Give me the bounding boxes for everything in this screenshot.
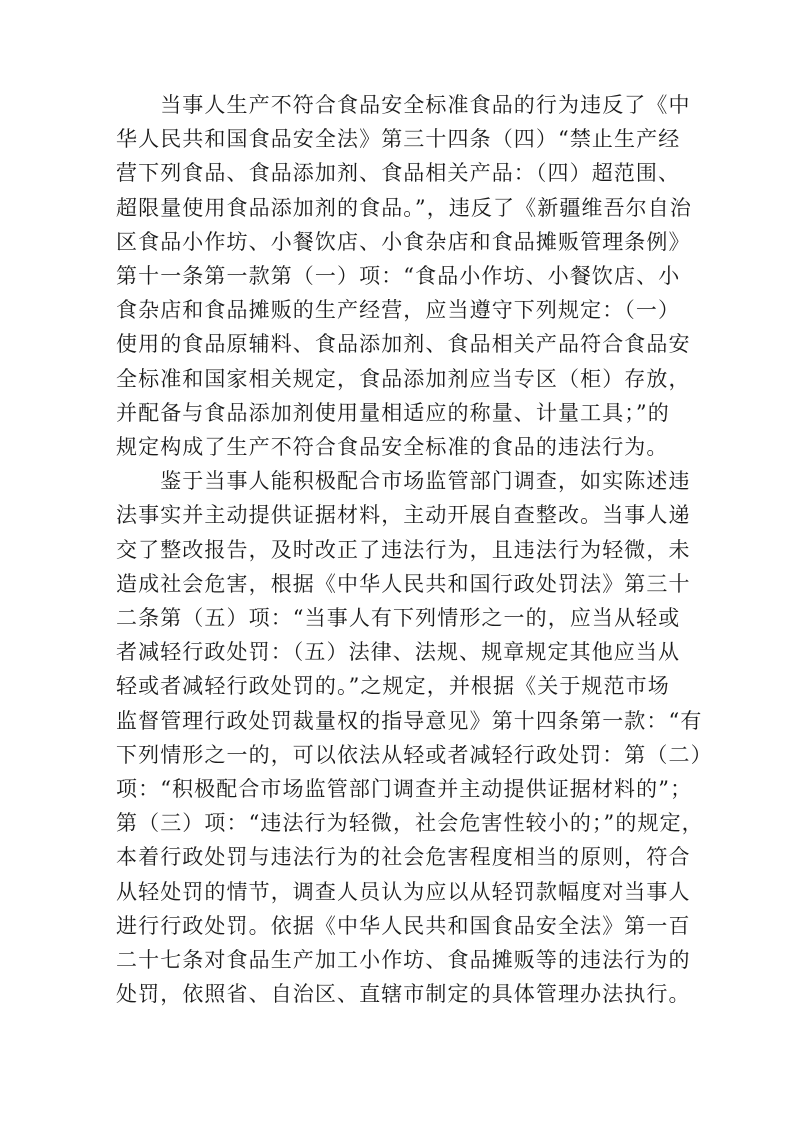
text-line: 法事实并主动提供证据材料，主动开展自查整改。当事人递 [116, 503, 691, 528]
text-line: 项：“积极配合市场监管部门调查并主动提供证据材料的”； [116, 777, 693, 802]
text-line: 第（三）项：“违法行为轻微，社会危害性较小的；”的规定， [116, 811, 704, 836]
text-line: 全标准和国家相关规定，食品添加剂应当专区（柜）存放， [116, 366, 691, 391]
text-line: 造成社会危害，根据《中华人民共和国行政处罚法》第三十 [116, 571, 691, 596]
text-line: 并配备与食品添加剂使用量相适应的称量、计量工具；”的 [116, 400, 670, 425]
text-line: 华人民共和国食品安全法》第三十四条（四）“禁止生产经 [116, 127, 681, 152]
text-line: 处罚，依照省、自治区、直辖市制定的具体管理办法执行。 [116, 982, 691, 1007]
document-body [116, 88, 713, 1011]
text-line: 进行行政处罚。依据《中华人民共和国食品安全法》第一百 [116, 913, 691, 938]
text-line: 规定构成了生产不符合食品安全标准的食品的违法行为。 [116, 435, 669, 460]
text-line: 交了整改报告，及时改正了违法行为，且违法行为轻微，未 [116, 537, 691, 562]
text-line: 营下列食品、食品添加剂、食品相关产品：（四）超范围、 [116, 161, 681, 186]
text-line: 下列情形之一的，可以依法从轻或者减轻行政处罚：第（二） [116, 742, 713, 767]
text-line: 者减轻行政处罚：（五）法律、法规、规章规定其他应当从 [116, 640, 681, 665]
text-line: 二十七条对食品生产加工小作坊、食品摊贩等的违法行为的 [116, 948, 691, 973]
text-line: 监督管理行政处罚裁量权的指导意见》第十四条第一款：“有 [116, 708, 703, 733]
paragraph-violation [116, 88, 692, 464]
text-line: 轻或者减轻行政处罚的。”之规定，并根据《关于规范市场 [116, 674, 670, 699]
text-line: 从轻处罚的情节，调查人员认为应以从轻罚款幅度对当事人 [116, 879, 691, 904]
text-line: 鉴于当事人能积极配合市场监管部门调查，如实陈述违 [116, 469, 691, 494]
text-line: 第十一条第一款第（一）项：“食品小作坊、小餐饮店、小 [116, 264, 681, 289]
text-line: 本着行政处罚与违法行为的社会危害程度相当的原则，符合 [116, 845, 691, 870]
text-line: 超限量使用食品添加剂的食品。”，违反了《新疆维吾尔自治 [116, 195, 692, 220]
paragraph-mitigation [116, 464, 713, 1011]
text-line: 区食品小作坊、小餐饮店、小食杂店和食品摊贩管理条例》 [116, 229, 691, 254]
text-line: 二条第（五）项：“当事人有下列情形之一的，应当从轻或 [116, 606, 681, 631]
text-line: 使用的食品原辅料、食品添加剂、食品相关产品符合食品安 [116, 332, 691, 357]
text-line: 当事人生产不符合食品安全标准食品的行为违反了《中 [116, 93, 691, 117]
text-line: 食杂店和食品摊贩的生产经营，应当遵守下列规定：（一） [116, 298, 681, 323]
